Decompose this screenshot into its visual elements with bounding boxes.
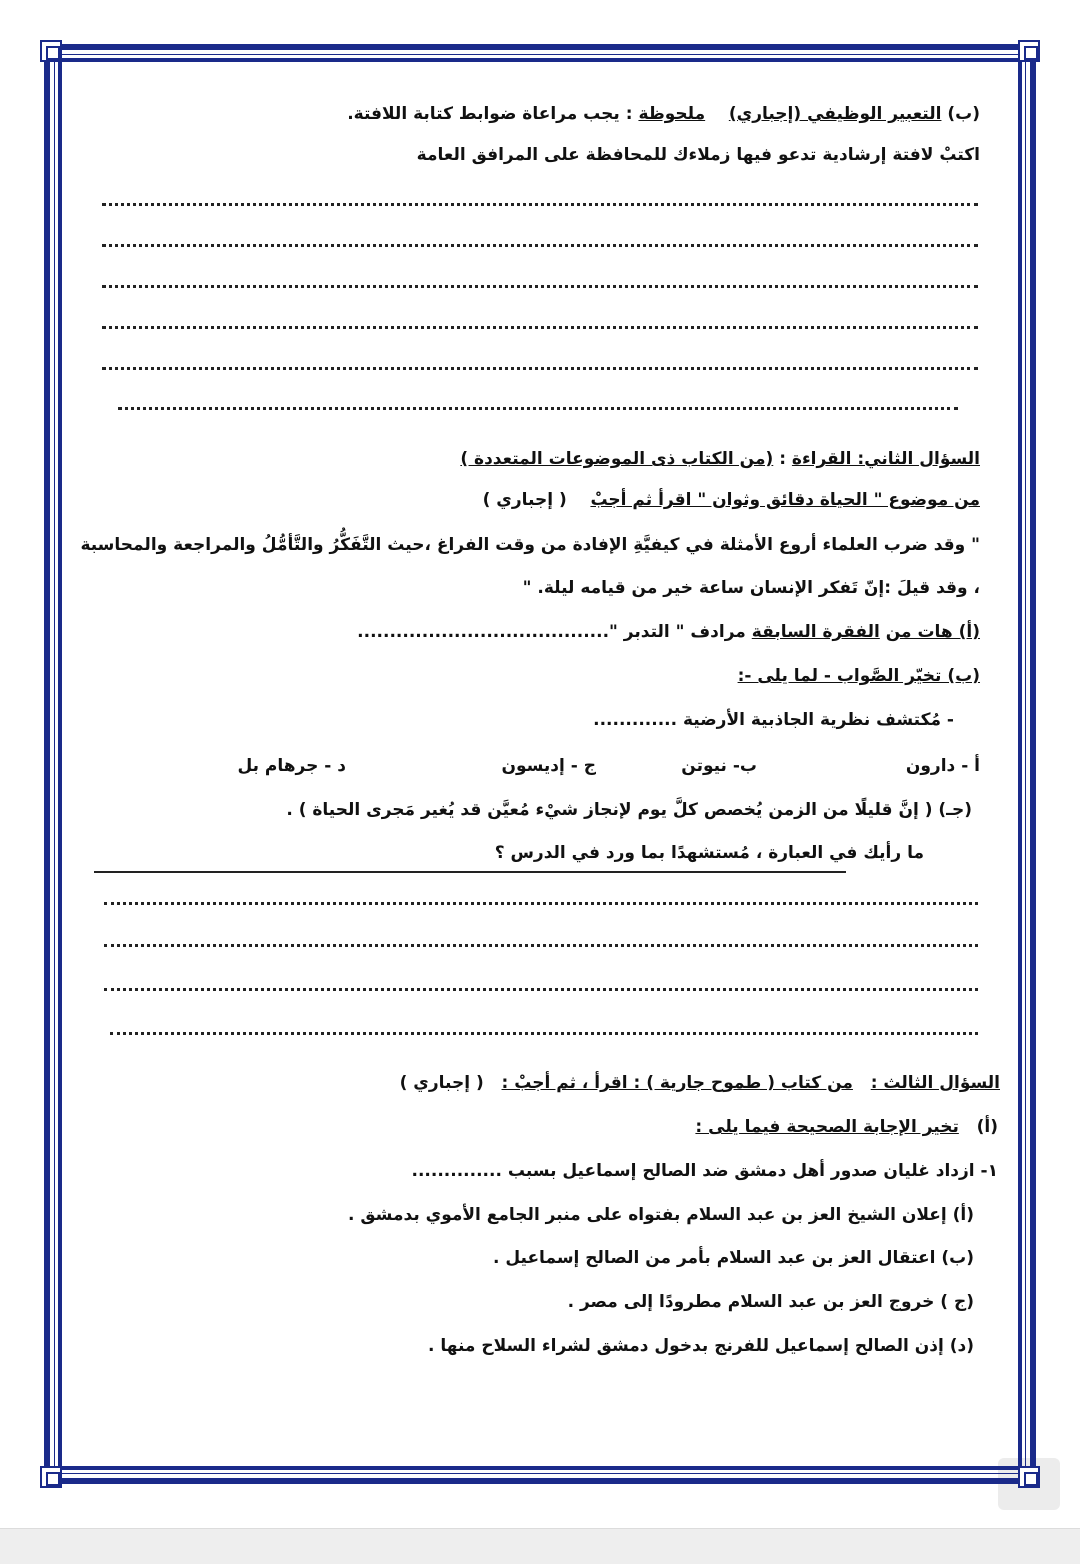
answer-line[interactable] [104,944,978,947]
border-corner-ornament [1018,1466,1040,1488]
passage-line-2: ، وقد قيلَ :إنّ تَفكر الإنسان ساعة خير من قيامه ليلة. " [522,578,980,598]
question2-heading: السؤال الثاني: القراءة [791,449,980,469]
border-corner-ornament [40,40,62,62]
part-c-statement: (جـ) ( إنَّ قليلًا من الزمن يُخصص كلَّ يوم لإنجاز شيْء مُعيَّن قد يُغير مَجرى الحياة ) . [286,800,972,820]
topic-line: من موضوع " الحياة دقائق وثوان " اقرأ ثم أجبْ [590,490,980,510]
part-a-rest: مرادف " التدبر "....................................... [357,622,746,642]
note-text: : يجب مراعاة ضوابط كتابة اللافتة. [347,104,633,124]
separator-line [94,871,846,873]
border-corner-ornament [1018,40,1040,62]
section-b-header [347,104,980,124]
answer-line[interactable] [118,407,958,410]
choice-d[interactable]: (د) إذن الصالح إسماعيل للفرنج بدخول دمشق لشراء السلاح منها . [427,1336,974,1356]
part-b-heading: (ب) تخيّر الصَّواب - لما يلى -: [737,666,980,686]
section-b-prompt: اكتبْ لافتة إرشادية تدعو فيها زملاءك للمحافظة على المرافق العامة [416,145,980,165]
option-c[interactable]: ج - إديسون [501,756,596,776]
question2-topic [483,490,980,510]
part-c-question: ما رأيك في العبارة ، مُستشهدًا بما ورد في الدرس ؟ [494,843,924,863]
question3-heading: السؤال الثالث : [870,1073,1000,1093]
border-corner-ornament [40,1466,62,1488]
answer-line[interactable] [102,326,978,329]
part-a-label: (أ) هات من [885,622,980,642]
question2-sep: : [779,449,786,469]
question2-source: (من الكتاب ذى الموضوعات المتعددة ) [460,449,774,469]
option-a[interactable]: أ - دارون [905,756,980,776]
answer-line[interactable] [104,988,978,991]
question3-part-a-text: تخير الإجابة الصحيحة فيما يلى : [695,1117,959,1137]
part-a-under: الفقرة السابقة [751,622,880,642]
passage-line-1: " وقد ضرب العلماء أروع الأمثلة في كيفيَّةِ الإفادة من وقت الفراغ ،حيث التَّفَكُّرُ والتَّأمُّلُ والمراجعة والمحاسبة [80,535,980,555]
section-b-label: (ب) [947,104,980,124]
section-b-title: التعبير الوظيفي (إجباري) [728,104,942,124]
answer-line[interactable] [102,244,978,247]
mcq-stem: - مُكتشف نظرية الجاذبية الأرضية ............. [593,710,954,730]
answer-line[interactable] [110,1032,978,1035]
viewer-bottom-strip [0,1528,1080,1564]
answer-line[interactable] [102,367,978,370]
question3-header [400,1073,1000,1093]
question2-header [460,449,980,469]
option-d[interactable]: د - جرهام بل [237,756,346,776]
note-label: ملحوظة [638,104,706,124]
option-b[interactable]: ب- نيوتن [681,756,757,776]
answer-line[interactable] [102,203,978,206]
choice-b[interactable]: (ب) اعتقال العز بن عبد السلام بأمر من الصالح إسماعيل . [492,1248,974,1268]
question3-stem: ١- ازداد غليان صدور أهل دمشق ضد الصالح إسماعيل بسبب .............. [411,1161,998,1181]
part-a-question [357,622,980,642]
question3-part-a-label: (أ) [976,1117,998,1137]
choice-c[interactable]: (ج ) خروج العز بن عبد السلام مطرودًا إلى مصر . [567,1292,974,1312]
choice-a[interactable]: (أ) إعلان الشيخ العز بن عبد السلام بفتواه على منبر الجامع الأموي بدمشق . [347,1205,974,1225]
mandatory-tag: ( إجباري ) [482,490,567,510]
question3-source: من كتاب ( طموح جارية ) : اقرأ ، ثم أجبْ : [501,1073,853,1093]
answer-line[interactable] [104,902,978,905]
question3-mandatory: ( إجباري ) [399,1073,484,1093]
question3-part-a [695,1117,998,1137]
answer-line[interactable] [102,285,978,288]
